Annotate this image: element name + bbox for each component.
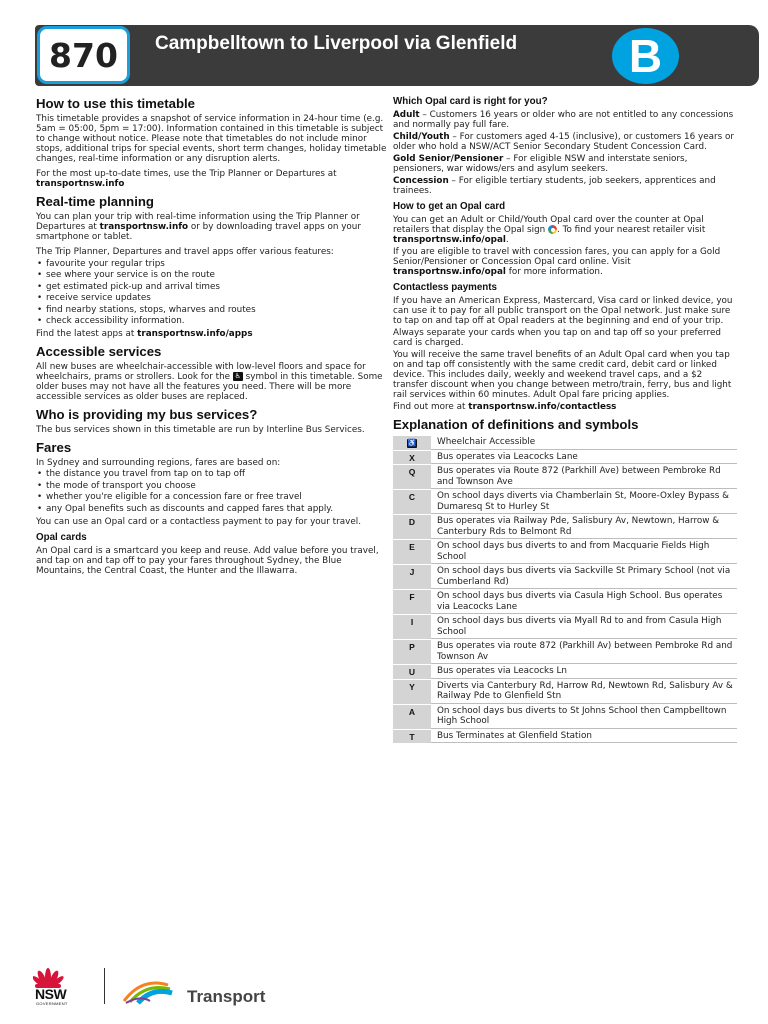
definition-row [393,514,737,539]
definition-row [393,729,737,744]
definition-text: Bus operates via route 872 (Parkhill Av) between Pembroke Rd and Townson Av [431,640,737,664]
fares-list [36,469,388,515]
opal-type-concession [393,176,737,196]
apps-text-pre: Find the latest apps at [36,329,138,340]
list-item: • see where your service is on the route [36,270,388,281]
features-intro: The Trip Planner, Departures and travel apps offer various features: [36,247,334,257]
nsw-government-label: GOVERNMENT [36,1001,68,1006]
apps-link[interactable]: transportnsw.info/apps [137,329,253,340]
contactless-text-1: If you have an American Express, Mastercard, Visa card or linked device, you can use it to pay for all public transport on the Opal network. Just make sure to tap on and tap off at Opal readers at the beginning and end of your trip. [393,296,733,326]
definition-code [393,436,431,450]
wheelchair-icon: ♿ [234,372,242,381]
provider-text: The bus services shown in this timetable are run by Interline Bus Services. [36,425,365,436]
definition-code: C [393,490,431,514]
up-to-date-text [36,169,388,189]
opal-type-name: Child/Youth [393,132,450,142]
get-opal-text-mid: . To find your nearest retailer visit [557,225,706,235]
fares-intro: In Sydney and surrounding regions, fares are based on: [36,458,281,469]
opal-type-senior [393,154,737,174]
footer-divider [104,968,105,1004]
definition-code: Q [393,465,431,489]
transport-label: Transport [187,987,266,1006]
list-item: • any Opal benefits such as discounts and capped fares that apply. [36,504,388,515]
accessible-text-post: symbol in this timetable. Some older buses may not have all the features you need. There will be more accessible services as older buses are replaced. [36,372,383,403]
definition-text: On school days bus diverts via Casula High School. Bus operates via Leacocks Lane [431,590,737,614]
list-item: • find nearby stations, stops, wharves and routes [36,305,388,316]
features-list [36,259,388,327]
realtime-heading: Real-time planning [36,194,154,209]
opal-type-name: Concession [393,176,449,186]
list-item: • check accessibility information. [36,316,388,327]
definition-text: On school days bus diverts to St Johns School then Campbelltown High School [431,705,737,729]
contactless-more-pre: Find out more at [393,402,469,412]
get-opal-text [393,215,737,245]
definitions-table [393,435,737,743]
definition-text: Wheelchair Accessible [431,436,737,450]
definition-row [393,450,737,465]
up-to-date-text-pre: For the most up-to-date times, use the Trip Planner or Departures at [36,169,337,179]
definition-row [393,614,737,639]
definition-text: Bus operates via Railway Pde, Salisbury Av, Newtown, Harrow & Canterbury Rds to Belmont Rd [431,515,737,539]
definition-code: P [393,640,431,664]
definition-code: X [393,451,431,465]
opal-type-desc: – Customers 16 years or older who are not entitled to any concessions and normally pay full fare. [393,110,734,130]
definition-code: I [393,615,431,639]
route-title: Campbelltown to Liverpool via Glenfield [155,33,518,54]
opal-type-desc: – For eligible NSW and interstate seniors, pensioners, war widows/ers and asylum seekers. [393,154,688,174]
definition-text: On school days diverts via Chamberlain St, Moore-Oxley Bypass & Dumaresq St to Hurley St [431,490,737,514]
opal-cards-text: An Opal card is a smartcard you keep and reuse. Add value before you travel, and tap on and tap off to pay your fares throughout Sydney, the Blue Mountains, the Central Coast, the Hunter and the Illawarra. [36,546,379,577]
definitions-heading: Explanation of definitions and symbols [393,417,639,432]
realtime-text-pre: You can plan your trip with real-time information using the Trip Planner or Departures at [36,212,360,232]
right-column [393,96,737,743]
provider-heading: Who is providing my bus services? [36,407,258,423]
fares-payment-text: You can use an Opal card or a contactless payment to pay for your travel. [36,517,361,528]
accessible-text-pre: All new buses are wheelchair-accessible with low-level floors and space for wheelchairs, prams or strollers. Look for the [36,362,366,383]
definition-row [393,589,737,614]
opal-sign-icon [548,225,557,234]
definition-text: Bus operates via Leacocks Ln [431,665,737,679]
definition-row [393,679,737,704]
which-opal-heading: Which Opal card is right for you? [393,96,548,107]
definition-text: Bus operates via Route 872 (Parkhill Ave) between Pembroke Rd and Townson Ave [431,465,737,489]
opal-type-name: Gold Senior/Pensioner [393,154,504,164]
definition-code: T [393,730,431,744]
definition-code: E [393,540,431,564]
definition-code: U [393,665,431,679]
concession-apply-post: for more information. [505,267,603,277]
realtime-text-post: or by downloading travel apps on your smartphone or tablet. [36,222,361,242]
opal-type-desc: – For customers aged 4-15 (inclusive), or customers 16 years or older who hold a NSW/ACT Senior Secondary Student Concession Card. [393,132,735,152]
concession-apply-pre: If you are eligible to travel with concession fares, you can apply for a Gold Senior/Pensioner or Concession Opal card online. Visit [393,247,721,267]
route-number: 870 [37,26,130,84]
definition-text: On school days bus diverts via Myall Rd to and from Casula High School [431,615,737,639]
apps-text [36,329,388,339]
list-item: • the mode of transport you choose [36,481,388,492]
definition-row [393,639,737,664]
wheelchair-icon: ♿ [407,440,417,448]
opal-type-desc: – For eligible tertiary students, job seekers, apprentices and trainees. [393,176,716,196]
contactless-heading: Contactless payments [393,282,497,293]
how-to-use-text: This timetable provides a snapshot of service information in 24-hour time (e.g. 5am = 05:00, 5pm = 17:00). Information contained in this timetable is subject to change without notice. Please note that timetables do not include minor stops, additional trips for special events, short term changes, holiday timetable changes, real-time information or any disruption alerts. [36,114,387,164]
fares-heading: Fares [36,440,72,456]
opal-type-name: Adult [393,110,420,120]
opal-link[interactable]: transportnsw.info/opal [393,235,506,245]
definition-row [393,489,737,514]
accessible-text [36,362,388,402]
definition-text: On school days bus diverts via Sackville St Primary School (not via Cumberland Rd) [431,565,737,589]
definition-row [393,664,737,679]
definition-code: D [393,515,431,539]
get-opal-text-pre: You can get an Adult or Child/Youth Opal card over the counter at Opal retailers that display the Opal sign [393,215,704,235]
list-item: • whether you're eligible for a concession fare or free travel [36,492,388,503]
definition-code: F [393,590,431,614]
transportnsw-link[interactable]: transportnsw.info [36,179,125,189]
definition-row [393,464,737,489]
definition-code: J [393,565,431,589]
accessible-heading: Accessible services [36,344,162,360]
definition-row [393,564,737,589]
how-to-use-heading: How to use this timetable [36,96,196,111]
definition-row [393,704,737,729]
concession-apply-text [393,247,737,277]
definition-row [393,435,737,450]
definition-text: Diverts via Canterbury Rd, Harrow Rd, Newtown Rd, Salisbury Av & Railway Pde to Glenfield Stn [431,680,737,704]
definition-text: Bus Terminates at Glenfield Station [431,730,737,744]
contactless-link[interactable]: transportnsw.info/contactless [468,402,617,412]
opal-type-adult [393,110,737,130]
realtime-text [36,212,388,242]
nsw-label: NSW [35,986,67,1002]
bus-mode-badge: B [612,28,679,84]
get-opal-text-end: . [505,235,509,245]
definition-text: On school days bus diverts to and from Macquarie Fields High School [431,540,737,564]
list-item: • the distance you travel from tap on to tap off [36,469,388,480]
contactless-text-4 [393,402,737,412]
opal-link[interactable]: transportnsw.info/opal [393,267,506,277]
list-item: • receive service updates [36,293,388,304]
definition-row [393,539,737,564]
opal-type-child [393,132,737,152]
definition-code: A [393,705,431,729]
left-column [36,96,388,581]
definition-code: Y [393,680,431,704]
transport-logo [120,975,300,1010]
transport-swoosh-icon [120,975,186,1007]
list-item: • favourite your regular trips [36,259,388,270]
transportnsw-link[interactable]: transportnsw.info [99,222,189,232]
nsw-government-logo [33,965,93,1007]
contactless-text-2: Always separate your cards when you tap on and tap off so your preferred card is charged. [393,328,721,348]
list-item: • get estimated pick-up and arrival times [36,282,388,293]
get-opal-heading: How to get an Opal card [393,201,506,212]
opal-cards-heading: Opal cards [36,532,87,544]
contactless-text-3: You will receive the same travel benefits of an Adult Opal card when you tap on and tap off consistently with the same credit card, debit card or linked device. This includes daily, weekly and weekend travel caps, and a $2 transfer discount when you change between metro/train, ferry, bus and light rail services within 60 minutes. Adult Opal fare pricing applies. [393,350,732,400]
definition-text: Bus operates via Leacocks Lane [431,451,737,465]
